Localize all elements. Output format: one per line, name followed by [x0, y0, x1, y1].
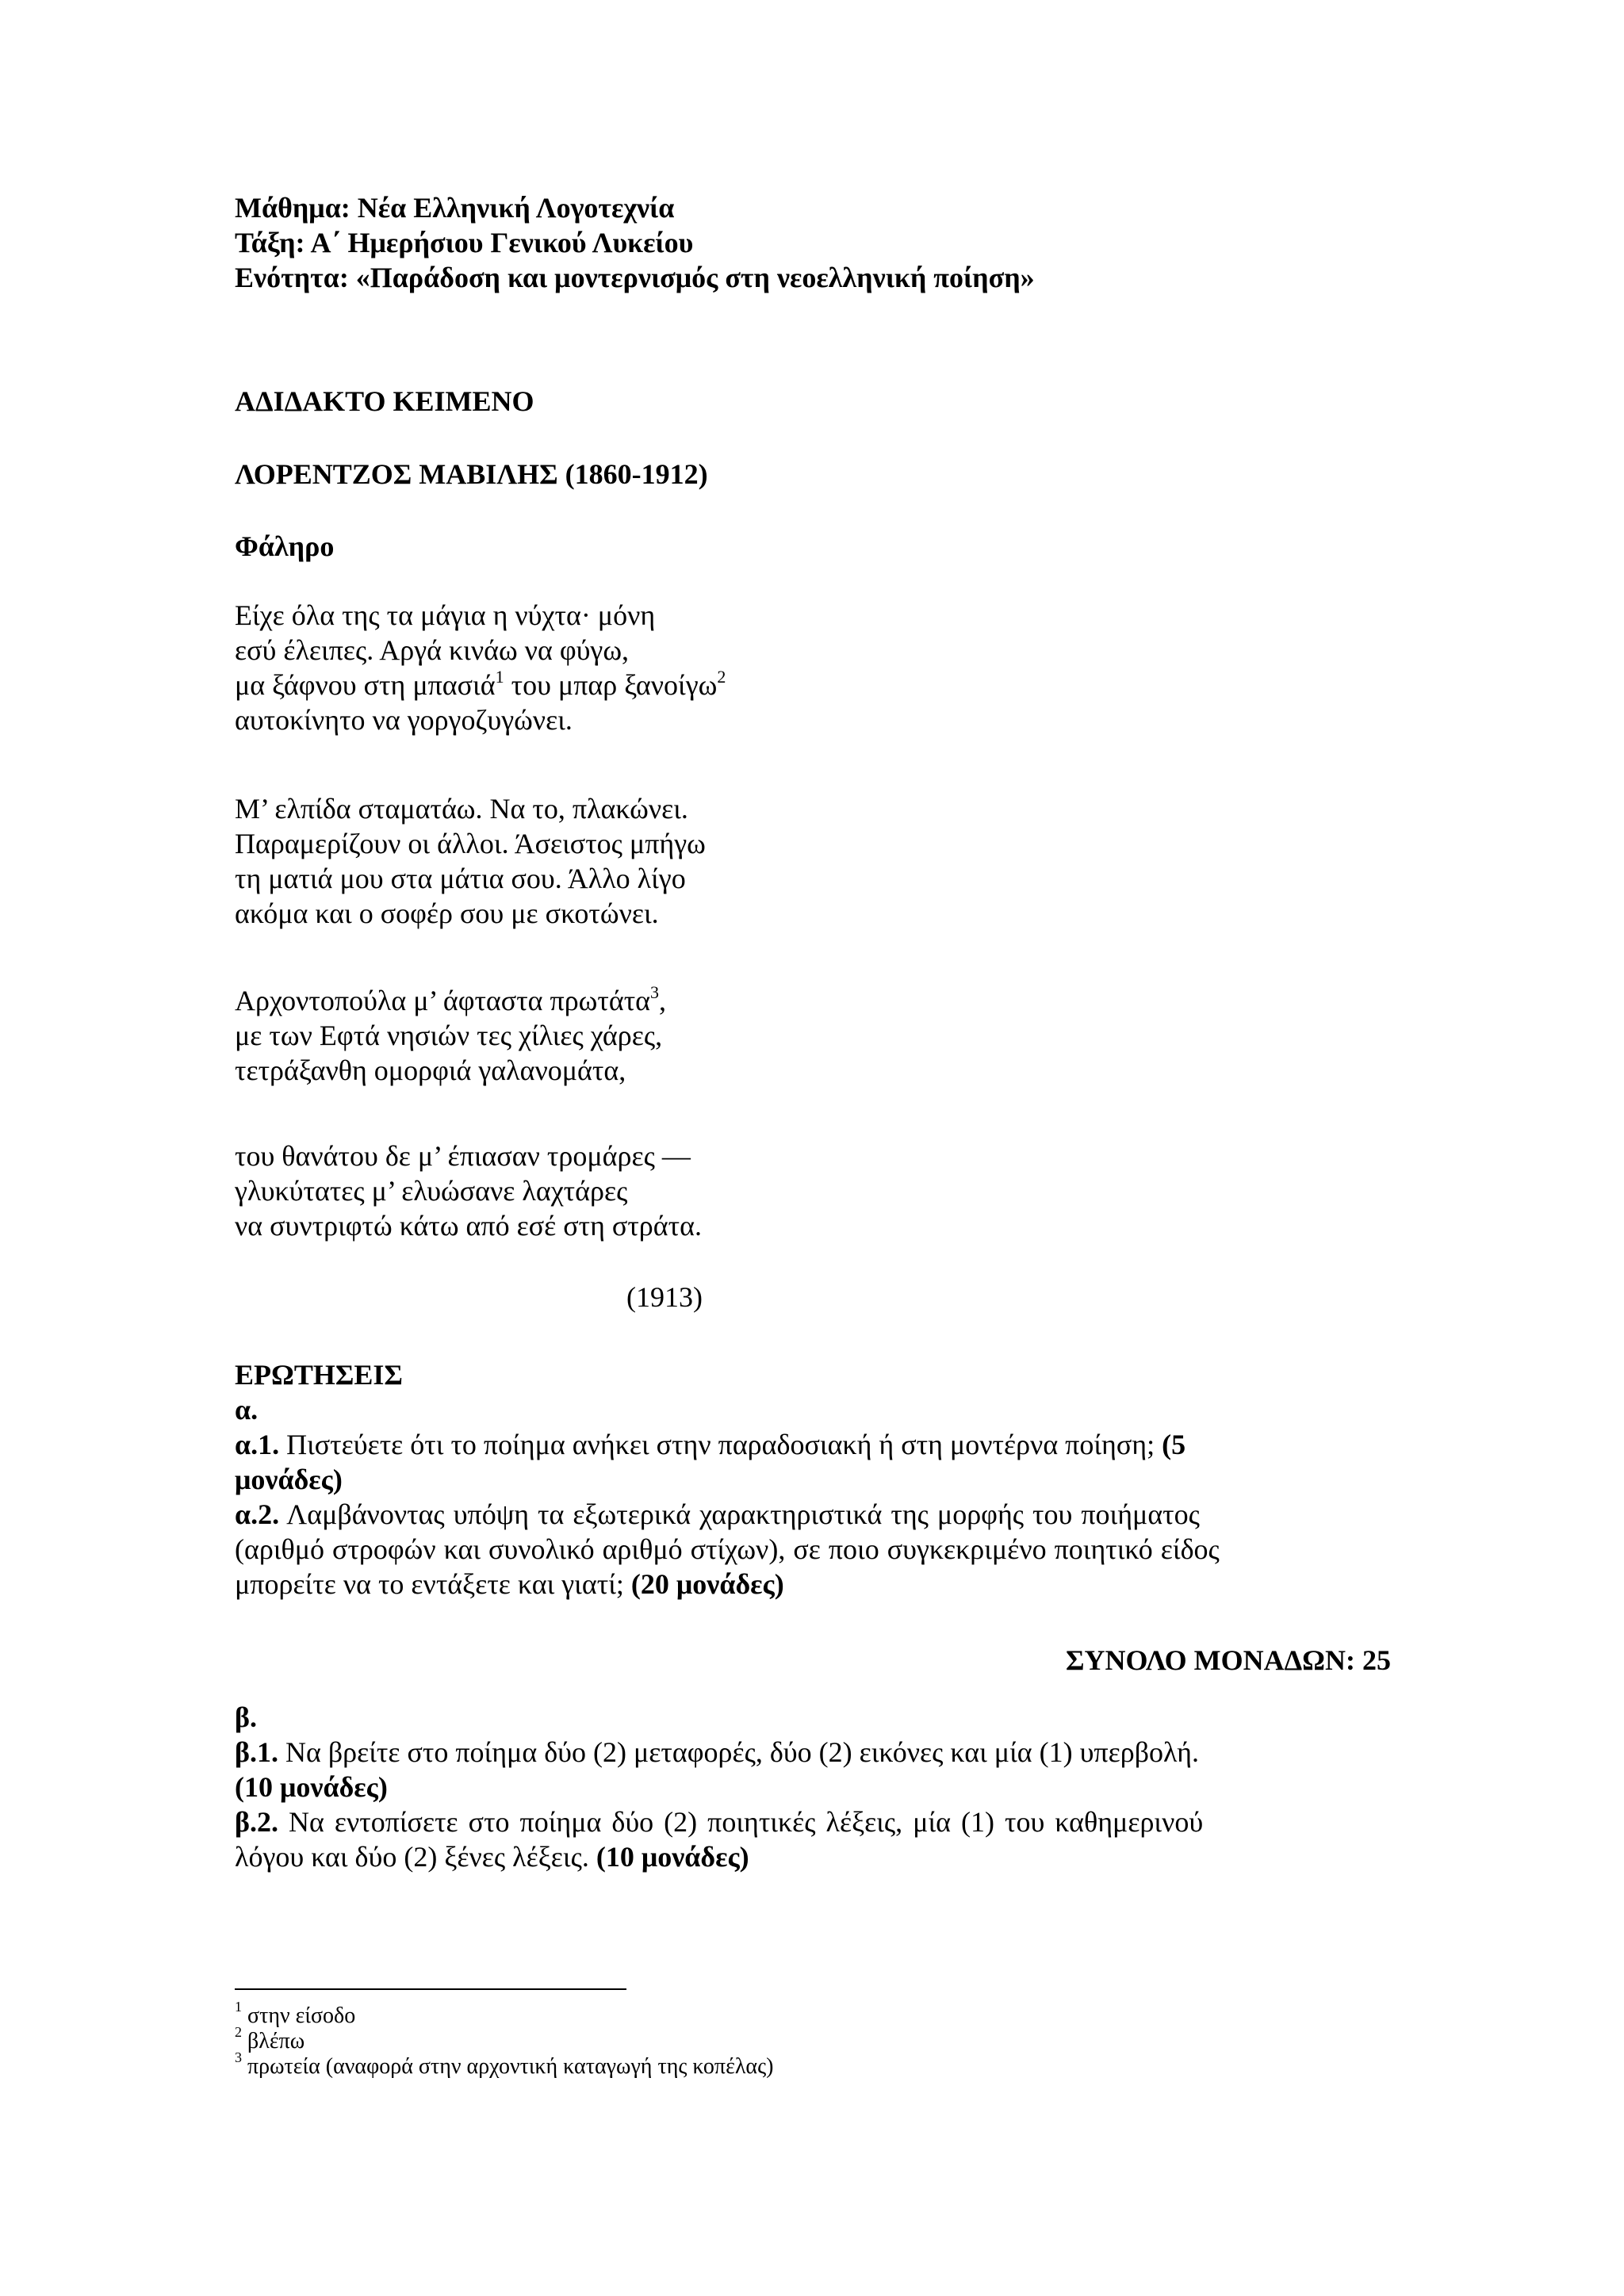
footnote: $^2$ βλέπω — [235, 2023, 305, 2053]
footnote: $^1$ στην είσοδο — [235, 1998, 356, 2028]
poem-line: του θανάτου δε μ’ έπιασαν τρομάρες — — [235, 1140, 691, 1172]
question-label: α.2. — [235, 1498, 280, 1530]
question-points: μονάδες) — [235, 1464, 343, 1495]
poem-line: Είχε όλα της τα μάγια η νύχτα· μόνη — [235, 599, 656, 631]
question-label: α.1. — [235, 1429, 280, 1460]
subject-line: Μάθημα: Νέα Ελληνική Λογοτεχνία — [235, 192, 675, 224]
poem-line: γλυκύτατες μ’ ελυώσανε λαχτάρες — [235, 1175, 628, 1207]
question-points: (20 μονάδες) — [630, 1568, 784, 1600]
unit-line: Ενότητα: «Παράδοση και μοντερνισμός στη νεοελληνική ποίηση» — [235, 262, 1035, 293]
poem-title: Φάληρο — [235, 530, 335, 562]
class-line: Τάξη: Α΄ Ημερήσιου Γενικού Λυκείου — [235, 227, 694, 258]
author-line: ΛΟΡΕΝΤΖΟΣ ΜΑΒΙΛΗΣ (1860-1912) — [235, 458, 708, 490]
question-b2: β.2. Να εντοπίσετε στο ποίημα δύο (2) ποιητικές λέξεις, μία (1) του καθημερινού λόγου και δύο (2) ξένες λέξεις. (10 μονάδες) — [235, 1806, 1204, 1873]
section-title: ΑΔΙΔΑΚΤΟ ΚΕΙΜΕΝΟ — [235, 385, 534, 417]
poem-stanza-3 — [235, 983, 666, 1088]
poem-line: τη ματιά μου στα μάτια σου. Άλλο λίγο — [235, 863, 686, 894]
header — [235, 190, 1035, 295]
footnote-ref: 3 — [650, 982, 660, 1002]
part-a-label: α. — [235, 1394, 259, 1425]
poem-line: ακόμα και ο σοφέρ σου με σκοτώνει. — [235, 897, 659, 929]
question-b1: β.1. Να βρείτε στο ποίημα δύο (2) μεταφορές, δύο (2) εικόνες και μία (1) υπερβολή. (10 μονάδες) — [235, 1736, 1199, 1803]
poem-stanza-1 — [235, 598, 726, 737]
question-label: β.1. — [235, 1736, 278, 1768]
poem-stanza-2 — [235, 791, 706, 931]
question-label: β.2. — [235, 1806, 278, 1838]
poem-line: αυτοκίνητο να γοργοζυγώνει. — [235, 704, 573, 736]
question-a2: α.2. Λαμβάνοντας υπόψη τα εξωτερικά χαρακτηριστικά της μορφής του ποιήματος (αριθμό στροφών και συνολικό αριθμό στίχων), σε ποιο συγκεκριμένο ποιητικό είδος μπορείτε να το εντάξετε και γιατί; (20 μονάδες) — [235, 1498, 1220, 1600]
footnote: $^3$ πρωτεία (αναφορά στην αρχοντική καταγωγή της κοπέλας) — [235, 2049, 774, 2079]
poem-line: εσύ έλειπες. Αργά κινάω να φύγω, — [235, 634, 630, 666]
poem-line: να συντριφτώ κάτω από εσέ στη στράτα. — [235, 1210, 702, 1242]
poem-line: με των Εφτά νησιών τες χίλιες χάρες, — [235, 1020, 663, 1051]
poem-year: (1913) — [626, 1281, 703, 1313]
poem-line: Παραμερίζουν οι άλλοι. Άσειστος μπήγω — [235, 828, 706, 859]
questions-title: ΕΡΩΤΗΣΕΙΣ — [235, 1359, 403, 1391]
question-a1: α.1. Πιστεύετε ότι το ποίημα ανήκει στην παραδοσιακή ή στη μοντέρνα ποίηση; (5 μονάδες) — [235, 1427, 1391, 1497]
footnote-ref: 2 — [717, 667, 726, 687]
total-points: ΣΥΝΟΛΟ ΜΟΝΑΔΩΝ: 25 — [1066, 1644, 1391, 1676]
footnote-ref: 1 — [495, 667, 504, 687]
poem-line: Αρχοντοπούλα μ’ άφταστα πρωτάτα$^3$, — [235, 982, 667, 1016]
poem-line: μα ξάφνου στη μπασιά$^1$ του μπαρ ξανοίγω$^2$ — [235, 667, 726, 701]
question-points: (10 μονάδες) — [235, 1771, 388, 1803]
question-points: (5 — [1162, 1429, 1186, 1460]
poem-stanza-4 — [235, 1138, 702, 1243]
poem-line: Μ’ ελπίδα σταματάω. Να το, πλακώνει. — [235, 793, 688, 825]
question-points: (10 μονάδες) — [596, 1841, 749, 1873]
poem-line: τετράξανθη ομορφιά γαλανομάτα, — [235, 1054, 626, 1086]
part-b-label: β. — [235, 1701, 257, 1733]
footnote-separator — [235, 1988, 626, 1990]
